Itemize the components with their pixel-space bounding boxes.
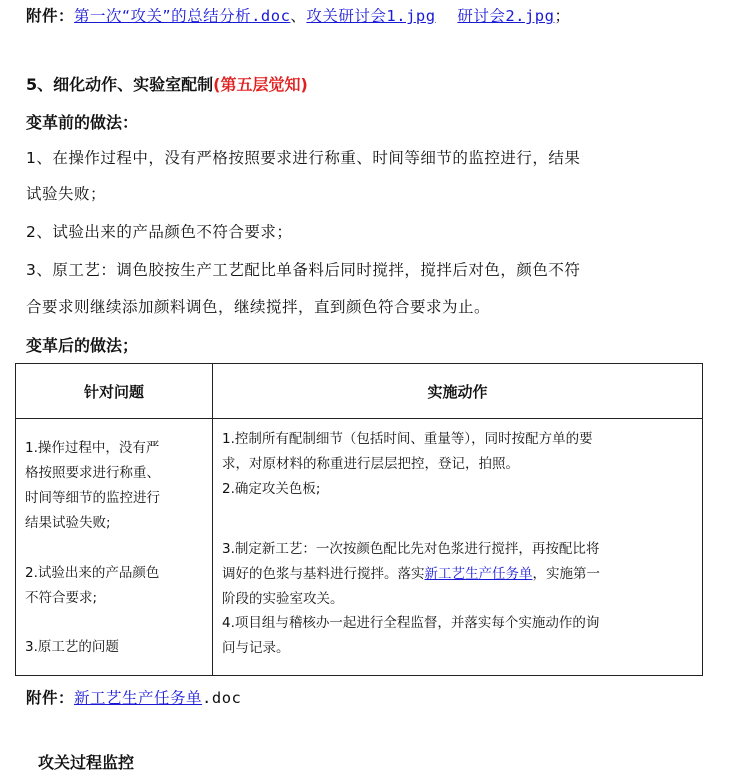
attachment-link-seminar1[interactable]: 攻关研讨会1.jpg bbox=[306, 7, 436, 25]
bottom-attachment bbox=[26, 686, 241, 708]
attachment-link-analysis[interactable]: 第一次“攻关”的总结分析.doc bbox=[74, 7, 291, 25]
before-item-3b: 合要求则继续添加颜料调色，继续搅拌，直到颜色符合要求为止。 bbox=[26, 298, 491, 316]
header-action: 实施动作 bbox=[213, 364, 703, 419]
header-problem: 针对问题 bbox=[16, 364, 213, 419]
before-item-2: 2、试验出来的产品颜色不符合要求； bbox=[26, 223, 293, 241]
problem-1: 1.操作过程中，没有严 格按照要求进行称重、 时间等细节的监控进行 结果试验失败; bbox=[25, 440, 160, 531]
attachment-link-seminar2[interactable]: 研讨会2.jpg bbox=[457, 7, 555, 25]
before-item-3a: 3、原工艺：调色胶按生产工艺配比单备料后同时搅拌，搅拌后对色，颜色不符 bbox=[26, 261, 581, 279]
section-heading-text: 5、细化动作、实验室配制 bbox=[26, 75, 214, 94]
actions-table bbox=[15, 363, 703, 676]
next-section-heading: 攻关过程监控 bbox=[38, 753, 135, 772]
before-title: 变革前的做法： bbox=[26, 113, 139, 132]
bottom-attachment-label: 附件： bbox=[26, 689, 75, 707]
attachments-line bbox=[26, 4, 571, 26]
action-2: 2.确定攻关色板; bbox=[222, 481, 321, 497]
problem-2: 2.试验出来的产品颜色 不符合要求; bbox=[25, 565, 160, 606]
action-1: 1.控制所有配制细节（包括时间、重量等），同时按配方单的要 求，对原材料的称重进行层层把控，登记，拍照。 2.确定攻关色板; bbox=[222, 427, 593, 502]
section-heading-level: (第五层觉知) bbox=[213, 75, 308, 94]
before-item-1b: 试验失败； bbox=[26, 185, 107, 203]
new-process-task-link[interactable]: 新工艺生产任务单 bbox=[424, 566, 533, 582]
separator-end: ； bbox=[554, 7, 571, 25]
action-4: 4.项目组与稽核办一起进行全程监督，并落实每个实施动作的询 问与记录。 bbox=[222, 615, 600, 656]
after-title: 变革后的做法； bbox=[26, 336, 139, 355]
attachments-label: 附件： bbox=[26, 7, 75, 25]
bottom-attachment-ext: .doc bbox=[202, 689, 242, 707]
problem-3: 3.原工艺的问题 bbox=[25, 639, 119, 655]
problems-cell bbox=[16, 419, 213, 676]
action-3: 3.制定新工艺：一次按颜色配比先对色浆进行搅拌，再按配比将 调好的色浆与基料进行搅拌。落实新工艺生产任务单，实施第一 阶段的实验室攻关。 bbox=[222, 541, 600, 607]
actions-cell bbox=[213, 419, 703, 676]
before-item-1a: 1、在操作过程中，没有严格按照要求进行称重、时间等细节的监控进行，结果 bbox=[26, 149, 581, 167]
section-heading bbox=[26, 72, 308, 95]
bottom-attachment-link[interactable]: 新工艺生产任务单 bbox=[74, 689, 203, 707]
separator: 、 bbox=[290, 7, 307, 25]
